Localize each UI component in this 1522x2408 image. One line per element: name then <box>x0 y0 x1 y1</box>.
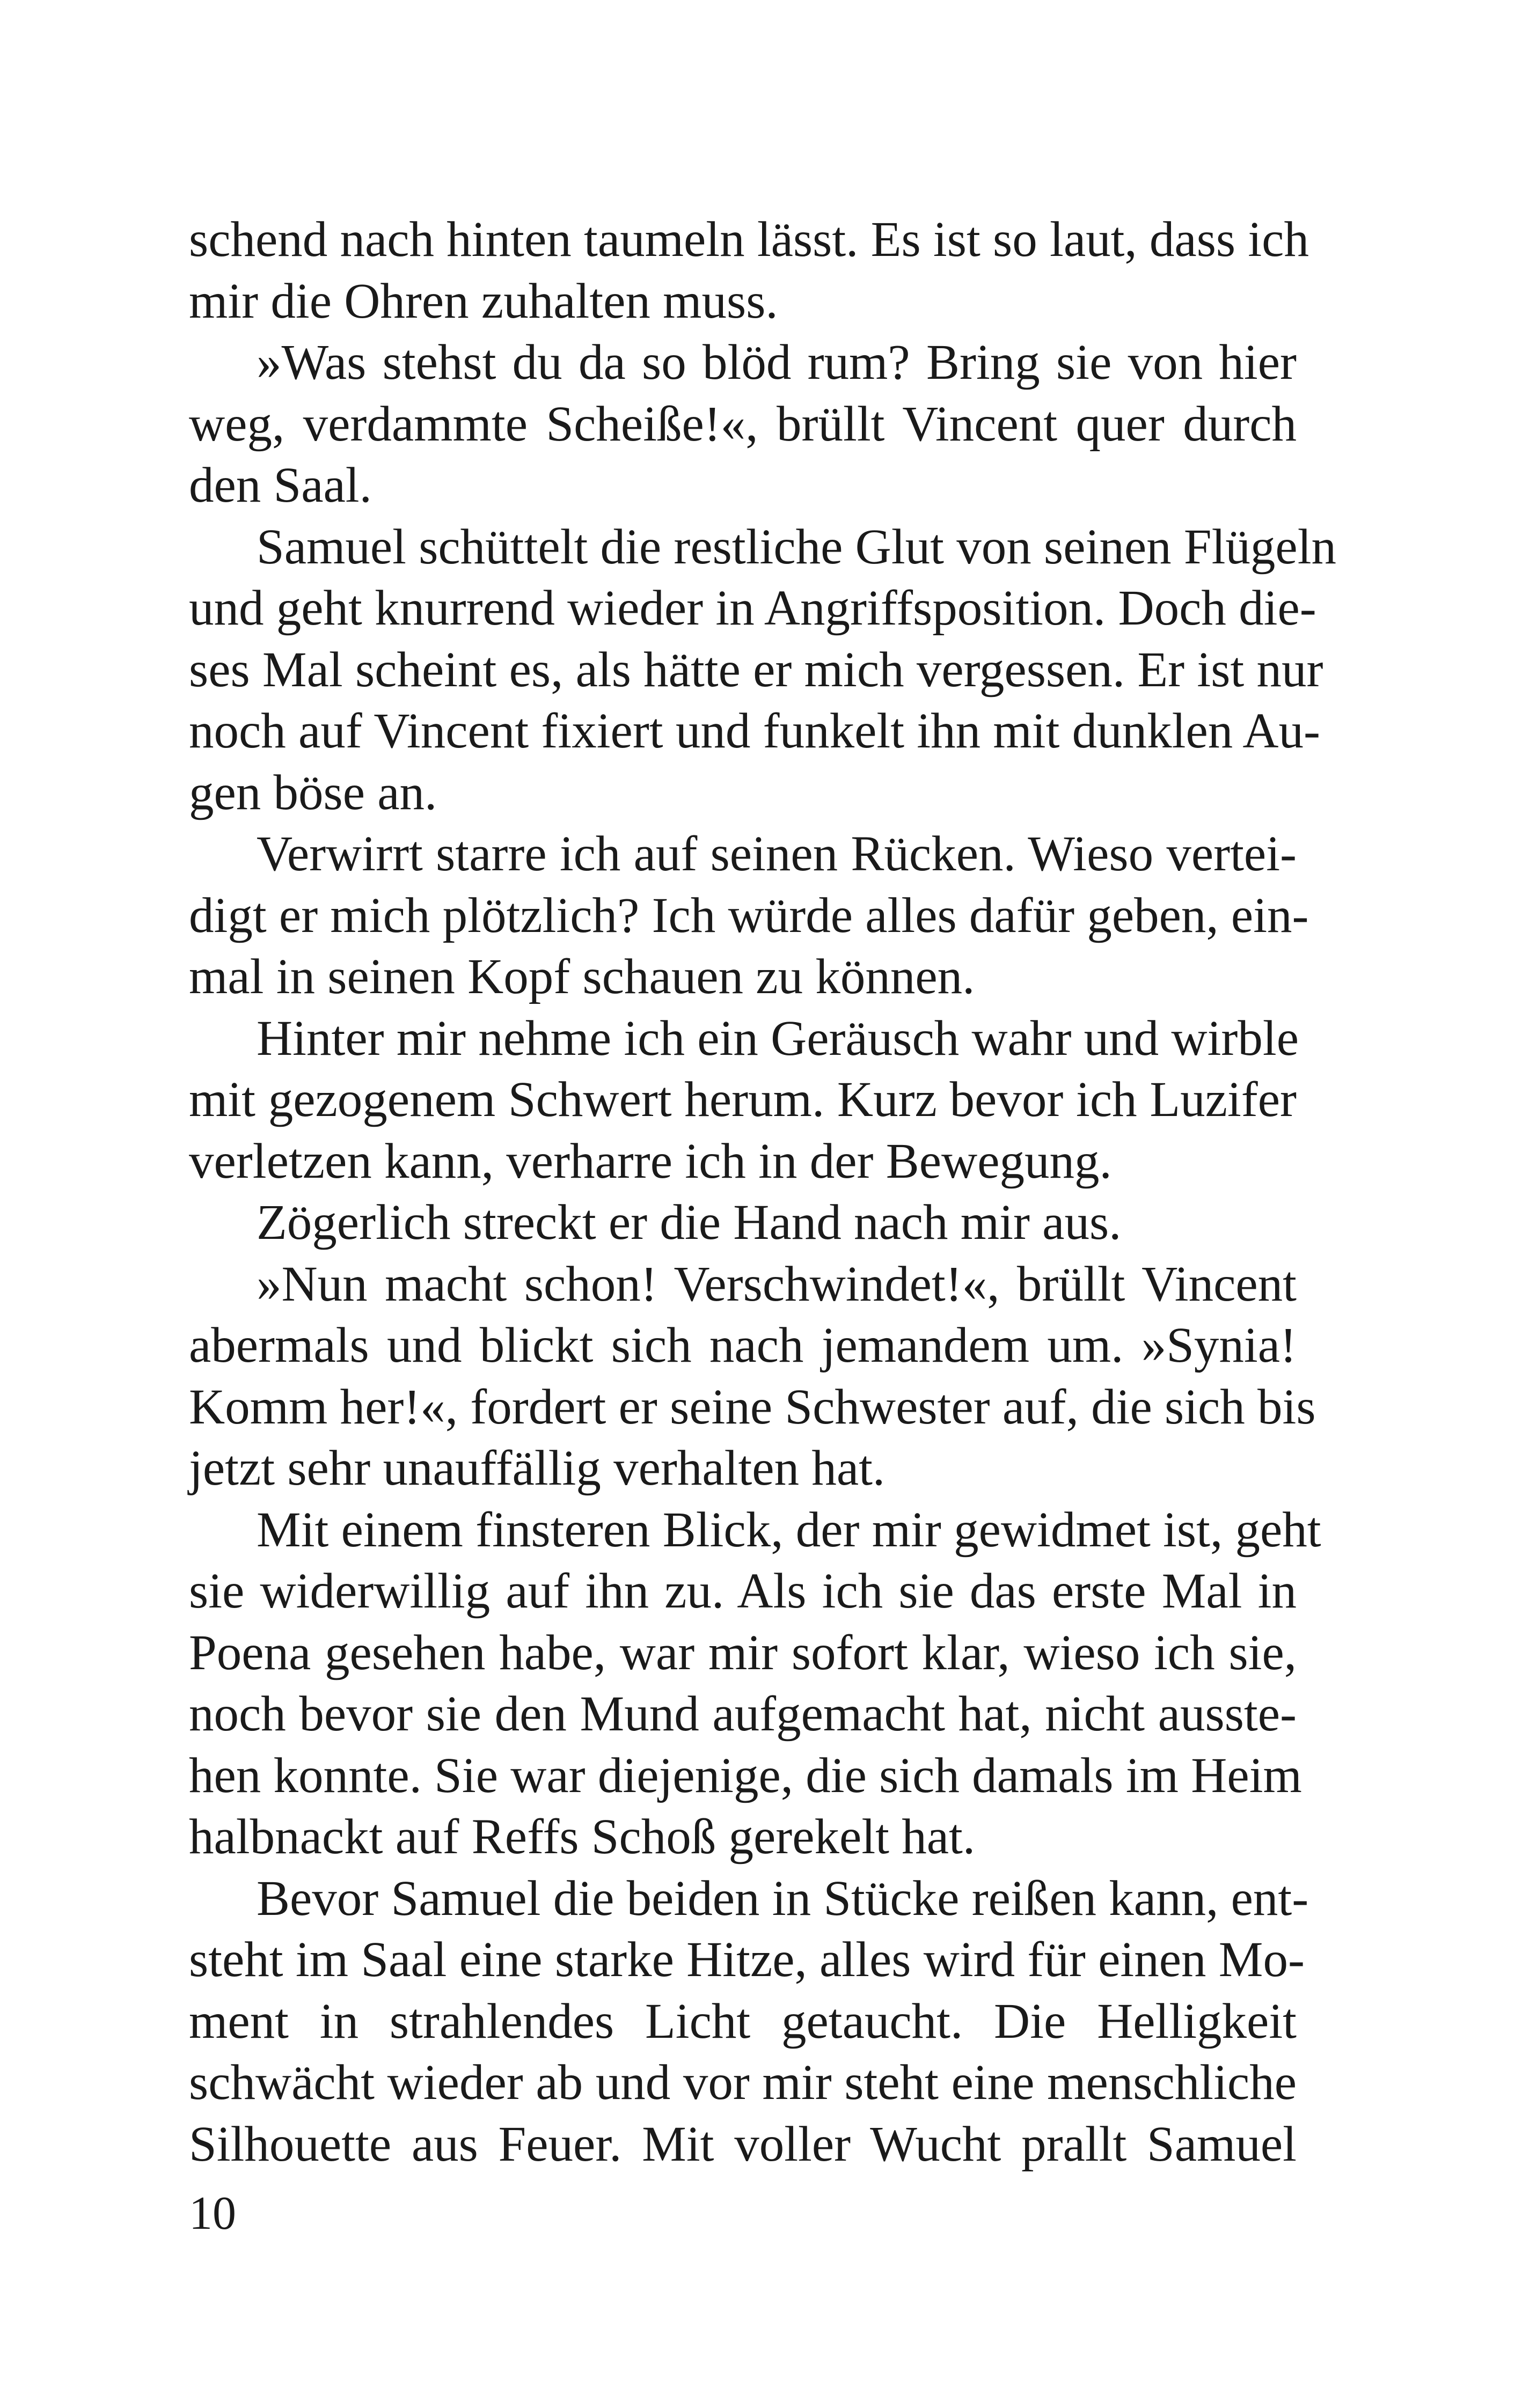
paragraph <box>189 517 1337 824</box>
text-line: sie widerwillig auf ihn zu. Als ich sie das erste Mal in <box>189 1563 1297 1619</box>
paragraph <box>189 1254 1316 1500</box>
text-line: Poena gesehen habe, war mir sofort klar, wieso ich sie, <box>189 1625 1297 1680</box>
text-line: »Nun macht schon! Verschwindet!«, brüllt Vincent <box>257 1256 1297 1312</box>
text-line: noch auf Vincent fixiert und funkelt ihn mit dunklen Au- <box>189 703 1321 759</box>
text-line: schwächt wieder ab und vor mir steht eine menschliche <box>189 2055 1297 2110</box>
text-line: digt er mich plötzlich? Ich würde alles dafür geben, ein- <box>189 887 1309 943</box>
text-line: und geht knurrend wieder in Angriffsposition. Doch die- <box>189 581 1316 636</box>
paragraph <box>189 1868 1309 2176</box>
text-line: jetzt sehr unauffällig verhalten hat. <box>189 1441 886 1496</box>
paragraph <box>189 1192 1297 1254</box>
paragraph <box>189 1500 1321 1868</box>
text-line: gen böse an. <box>189 765 437 820</box>
paragraph <box>189 1008 1297 1193</box>
text-line: Zögerlich streckt er die Hand nach mir aus. <box>257 1195 1122 1250</box>
text-line: steht im Saal eine starke Hitze, alles wird für einen Mo- <box>189 1932 1305 1987</box>
text-line: »Was stehst du da so blöd rum? Bring sie von hier <box>257 335 1297 390</box>
text-line: mir die Ohren zuhalten muss. <box>189 273 778 329</box>
text-line: mal in seinen Kopf schauen zu können. <box>189 949 975 1004</box>
text-line: Bevor Samuel die beiden in Stücke reißen kann, ent- <box>257 1870 1309 1926</box>
text-line: Silhouette aus Feuer. Mit voller Wucht prallt Samuel <box>189 2116 1297 2172</box>
paragraph <box>189 209 1309 332</box>
text-line: weg, verdammte Scheiße!«, brüllt Vincent quer durch <box>189 396 1297 452</box>
text-line: ses Mal scheint es, als hätte er mich vergessen. Er ist nur <box>189 642 1323 698</box>
text-line: noch bevor sie den Mund aufgemacht hat, nicht ausste- <box>189 1686 1297 1742</box>
text-line: Komm her!«, fordert er seine Schwester auf, die sich bis <box>189 1379 1316 1435</box>
page-number: 10 <box>189 2187 236 2240</box>
text-line: Samuel schüttelt die restliche Glut von seinen Flügeln <box>257 519 1337 575</box>
text-line: hen konnte. Sie war diejenige, die sich damals im Heim <box>189 1748 1302 1803</box>
text-line: halbnackt auf Reffs Schoß gerekelt hat. <box>189 1809 976 1864</box>
text-line: verletzen kann, verharre ich in der Bewegung. <box>189 1133 1112 1189</box>
text-line: den Saal. <box>189 458 372 513</box>
text-line: abermals und blickt sich nach jemandem um. »Synia! <box>189 1318 1297 1373</box>
text-line: schend nach hinten taumeln lässt. Es ist so laut, dass ich <box>189 212 1309 267</box>
text-line: mit gezogenem Schwert herum. Kurz bevor ich Luzifer <box>189 1072 1297 1127</box>
paragraph <box>189 332 1297 517</box>
text-line: Verwirrt starre ich auf seinen Rücken. Wieso vertei- <box>257 826 1297 882</box>
body-text <box>189 209 1337 2175</box>
text-line: Mit einem finsteren Blick, der mir gewidmet ist, geht <box>257 1502 1321 1558</box>
text-line: Hinter mir nehme ich ein Geräusch wahr und wirble <box>257 1010 1299 1066</box>
text-line: ment in strahlendes Licht getaucht. Die Helligkeit <box>189 1993 1297 2049</box>
paragraph <box>189 824 1309 1008</box>
